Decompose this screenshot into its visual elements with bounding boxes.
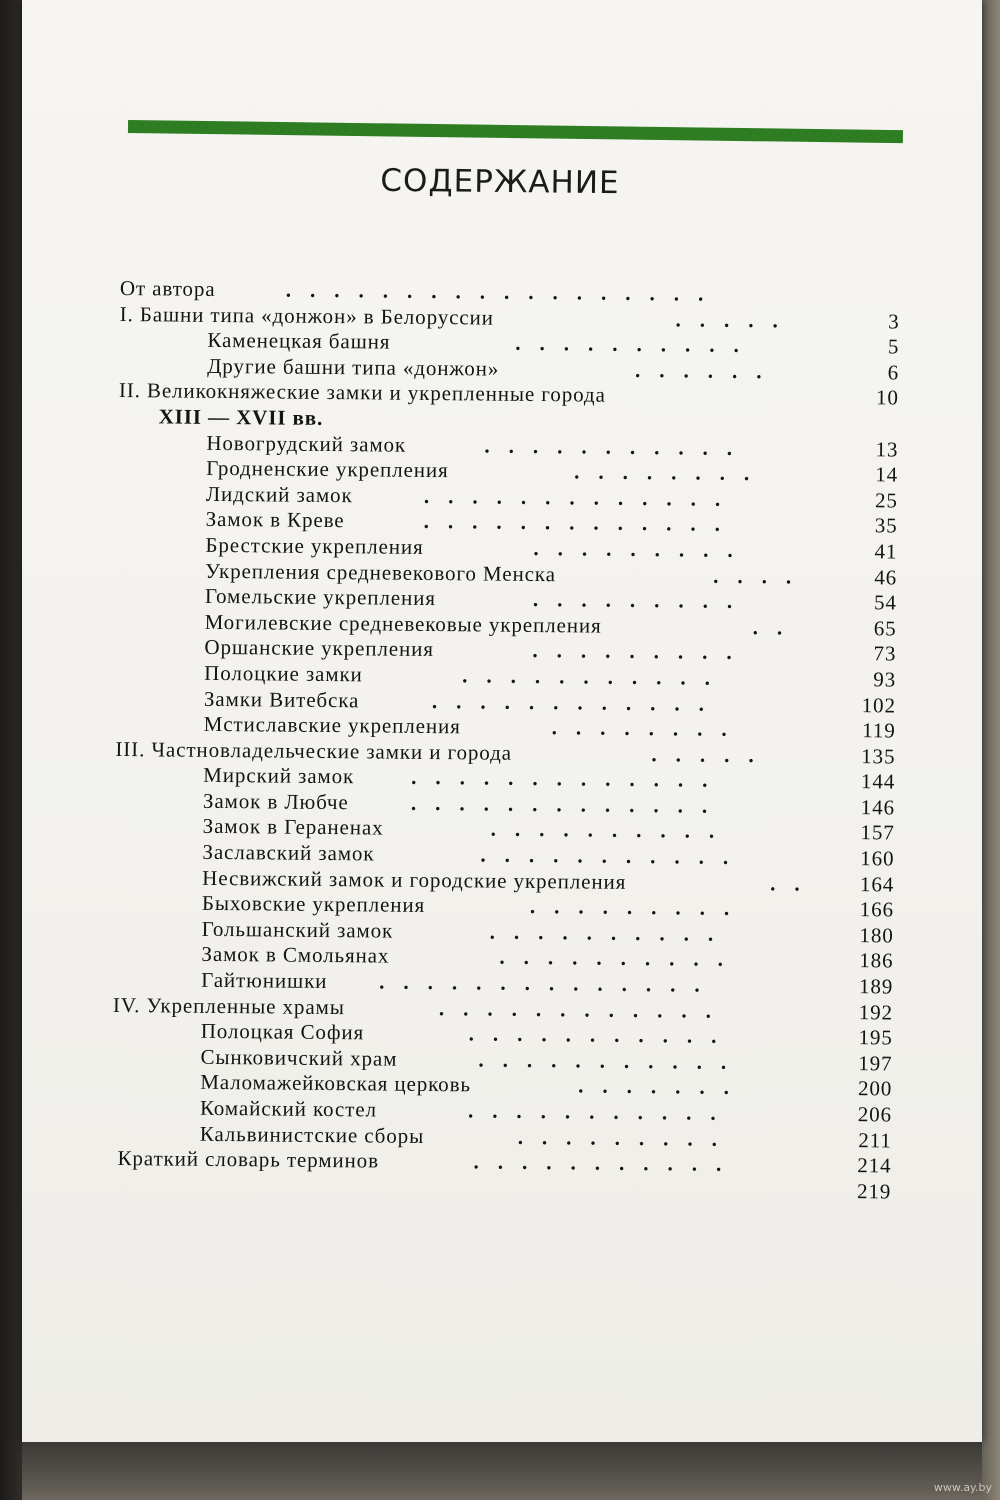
- toc-entry-page: [830, 283, 900, 284]
- table-of-contents: [111, 276, 900, 1205]
- toc-entry-label: Мирский замок: [203, 763, 355, 789]
- toc-entry-label: Маломажейковская церковь: [200, 1070, 472, 1097]
- leader-dots: ..........: [515, 330, 758, 358]
- toc-entry-page: 197: [858, 1050, 893, 1076]
- leader-dots: ..........: [489, 919, 733, 946]
- toc-entry-label: Новогрудский замок: [206, 430, 407, 457]
- leader-dots: ............: [431, 688, 724, 716]
- toc-entry-page: 206: [857, 1102, 893, 1127]
- toc-entry-label: Сынковичский храм: [200, 1044, 398, 1071]
- leader-dots: .............: [423, 483, 740, 511]
- leader-dots: ........: [551, 715, 746, 742]
- toc-entry-page: 186: [859, 948, 894, 973]
- toc-entry-page: 144: [860, 769, 896, 794]
- toc-entry-page: 160: [860, 846, 895, 871]
- toc-entry-page: 93: [873, 667, 897, 692]
- leader-dots: ...........: [462, 663, 730, 690]
- leader-dots: ..........: [490, 817, 734, 844]
- toc-entry-label: Полоцкая София: [200, 1019, 365, 1045]
- leader-dots: ........: [574, 459, 769, 486]
- toc-entry-page: 13: [875, 436, 899, 462]
- toc-entry-page: 6: [887, 360, 900, 385]
- toc-entry-label: Краткий словарь терминов: [117, 1146, 380, 1173]
- toc-entry-label: Могилевские средневековые укрепления: [204, 609, 602, 638]
- toc-entry-page: 10: [875, 385, 899, 410]
- leader-dots: ..: [770, 870, 819, 896]
- toc-entry-page: 166: [859, 897, 895, 922]
- toc-entry-page: 180: [859, 922, 894, 948]
- toc-entry-page: [829, 411, 899, 412]
- leader-dots: ...........: [484, 433, 752, 460]
- toc-entry-label: Комайский костел: [199, 1095, 378, 1122]
- toc-entry-label: Гайтюнишки: [201, 967, 328, 994]
- leader-dots: ..................: [285, 277, 723, 306]
- toc-entry-page: 157: [860, 820, 895, 845]
- toc-entry-page: 3: [888, 308, 900, 334]
- toc-entry-page: 135: [861, 743, 896, 769]
- toc-entry-label: Замок в Любче: [202, 788, 349, 815]
- toc-entry-label: Заславский замок: [202, 839, 375, 866]
- toc-entry-label: От автора: [119, 276, 216, 301]
- leader-dots: .............: [411, 765, 727, 793]
- leader-dots: ...........: [480, 842, 748, 870]
- leader-dots: ...........: [468, 1021, 736, 1049]
- leader-dots: ....: [713, 563, 811, 589]
- leader-dots: ..: [752, 614, 802, 640]
- toc-entry-label: Брестские укрепления: [205, 532, 424, 559]
- toc-entry-label: I. Башни типа «донжон» в Белоруссии: [119, 301, 495, 330]
- toc-entry-label: Мстиславские укрепления: [203, 711, 461, 739]
- toc-entry-page: 25: [874, 488, 898, 513]
- toc-entry-page: 102: [861, 692, 897, 717]
- toc-entry-label: Укрепления средневекового Менска: [205, 558, 557, 586]
- toc-entry-page: 192: [858, 999, 894, 1025]
- toc-entry-label: Кальвинистские сборы: [199, 1121, 425, 1148]
- leader-dots: .........: [533, 535, 752, 563]
- toc-entry-label: Гомельские укрепления: [204, 583, 437, 611]
- toc-entry-page: 65: [873, 615, 897, 641]
- toc-entry-label: IV. Укрепленные храмы: [112, 992, 345, 1019]
- toc-entry-label: Другие башни типа «донжон»: [207, 353, 500, 381]
- toc-entry-page: 5: [887, 334, 900, 359]
- leader-dots: .............: [410, 790, 727, 818]
- watermark: www.ay.by: [933, 1481, 992, 1494]
- toc-entry-page: 164: [859, 871, 895, 897]
- toc-entry-page: 14: [875, 462, 899, 487]
- toc-entry-page: 146: [860, 795, 896, 820]
- toc-entry-page: 54: [873, 590, 898, 615]
- toc-entry-label: XIII — XVII вв.: [158, 404, 324, 430]
- toc-entry-label: Замок в Гераненах: [202, 814, 384, 841]
- toc-entry-page: 189: [858, 974, 894, 999]
- toc-entry-page: 219: [856, 1178, 892, 1204]
- toc-entry-page: 73: [873, 641, 897, 666]
- toc-entry-page: 119: [862, 718, 896, 743]
- toc-entry-label: III. Частновладельческие замки и города: [115, 736, 513, 765]
- page-bottom-edge: [22, 1442, 982, 1500]
- toc-entry-label: Замки Витебска: [203, 686, 360, 712]
- toc-entry-page: 211: [858, 1127, 892, 1153]
- toc-entry-label: Лидский замок: [205, 481, 353, 507]
- leader-dots: ..............: [379, 969, 719, 997]
- toc-entry-label: Замок в Креве: [205, 507, 345, 533]
- leader-dots: ......: [635, 357, 781, 384]
- toc-entry-page: 214: [857, 1153, 892, 1178]
- toc-entry-page: 200: [857, 1076, 893, 1101]
- toc-entry-label: Быховские укрепления: [201, 891, 426, 918]
- toc-entry-page: 195: [858, 1025, 893, 1050]
- toc-entry-page: 46: [874, 564, 898, 590]
- leader-dots: .......: [578, 1073, 749, 1100]
- toc-entry-label: II. Великокняжеские замки и укрепленные города: [118, 378, 606, 408]
- leader-dots: .........: [529, 894, 749, 921]
- toc-entry-page: 41: [874, 539, 898, 564]
- toc-entry-label: Полоцкие замки: [204, 660, 363, 687]
- toc-entry-label: Каменецкая башня: [207, 328, 391, 354]
- leader-dots: ...........: [467, 1098, 735, 1125]
- leader-dots: ...........: [478, 1047, 746, 1074]
- leader-dots: ...........: [473, 1149, 741, 1177]
- toc-entry-label: Гольшанский замок: [201, 916, 394, 943]
- toc-entry-label: Гродненские укрепления: [206, 455, 449, 483]
- page-title: СОДЕРЖАНИЕ: [380, 162, 620, 202]
- leader-dots: .........: [532, 587, 752, 614]
- leader-dots: ............: [438, 995, 731, 1023]
- leader-dots: .....: [651, 741, 773, 767]
- leader-dots: ..........: [499, 945, 743, 972]
- toc-entry-page: 35: [874, 513, 898, 538]
- toc-entry-label: Несвижский замок и городские укрепления: [202, 865, 627, 894]
- toc-entry-label: Замок в Смольянах: [201, 942, 390, 969]
- toc-entry-label: Оршанские укрепления: [204, 635, 434, 662]
- leader-dots: .........: [532, 638, 751, 665]
- leader-dots: .....: [675, 306, 797, 333]
- leader-dots: .............: [423, 509, 740, 537]
- leader-dots: .........: [517, 1124, 737, 1151]
